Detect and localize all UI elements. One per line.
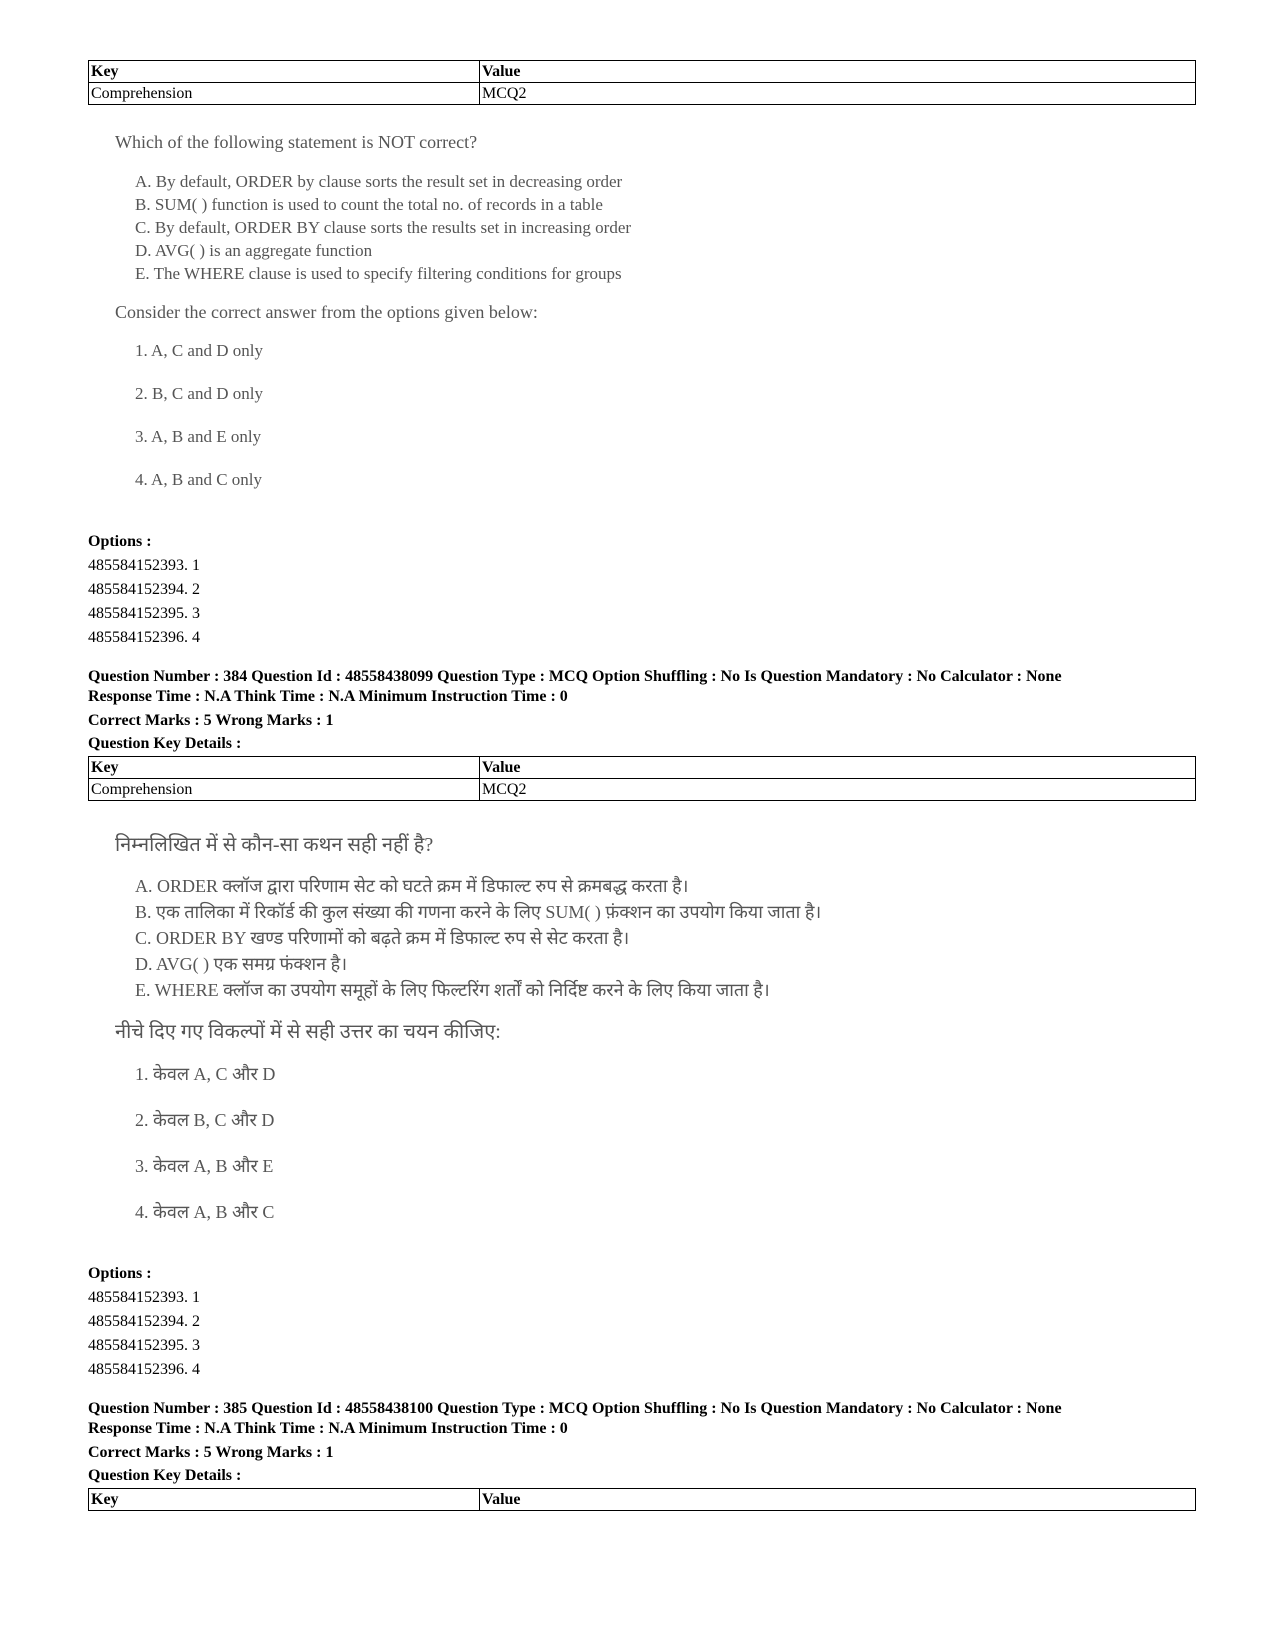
answer-item: 2. B, C and D only (135, 384, 263, 403)
answer-item: 4. A, B and C only (135, 470, 263, 489)
table-cell-key: Comprehension (89, 779, 480, 801)
answer-item: 1. केवल A, C और D (135, 1064, 276, 1084)
table-row (89, 83, 1196, 105)
option-item: 485584152395. 3 (88, 605, 200, 622)
question-key-table-383 (88, 60, 1196, 105)
question-meta-line: Question Number : 385 Question Id : 48558438100 Question Type : MCQ Option Shuffling : No Is Question Mandatory : No Calculator : None (88, 1400, 1062, 1417)
option-item: 485584152393. 1 (88, 1289, 200, 1306)
answer-list (115, 1062, 821, 1246)
question-meta-385 (88, 1399, 1198, 1486)
option-item: 485584152394. 2 (88, 581, 200, 598)
question-key-details-label: Question Key Details : (88, 1467, 242, 1484)
table-header-key: Key (89, 61, 480, 83)
statement-list (115, 170, 631, 285)
question-image-384 (115, 830, 821, 1246)
table-header-row (89, 1489, 1196, 1511)
statement-item: D. AVG( ) is an aggregate function (135, 241, 373, 260)
answer-item: 4. केवल A, B और C (135, 1202, 275, 1222)
question-stem: Which of the following statement is NOT correct? (115, 132, 478, 152)
table-header-value: Value (480, 757, 1196, 779)
statement-item: B. एक तालिका में रिकॉर्ड की कुल संख्या की गणना करने के लिए SUM( ) फ़ंक्शन का उपयोग किया जाता है। (135, 902, 822, 922)
question-key-table-385 (88, 1488, 1196, 1511)
question-instruction: Consider the correct answer from the options given below: (115, 302, 538, 322)
table-header-value: Value (480, 61, 1196, 83)
statement-item: E. The WHERE clause is used to specify filtering conditions for groups (135, 264, 622, 283)
table-header-key: Key (89, 1489, 480, 1511)
statement-item: B. SUM( ) function is used to count the total no. of records in a table (135, 195, 603, 214)
table-header-row (89, 757, 1196, 779)
question-meta-line: Response Time : N.A Think Time : N.A Minimum Instruction Time : 0 (88, 1420, 568, 1437)
question-key-table-384 (88, 756, 1196, 801)
question-meta-line: Response Time : N.A Think Time : N.A Minimum Instruction Time : 0 (88, 688, 568, 705)
option-item: 485584152394. 2 (88, 1313, 200, 1330)
statement-item: E. WHERE क्लॉज का उपयोग समूहों के लिए फिल्टरिंग शर्तों को निर्दिष्ट करने के लिए किया जाता है। (135, 980, 770, 1000)
answer-list (115, 341, 631, 513)
table-header-row (89, 61, 1196, 83)
statement-item: D. AVG( ) एक समग्र फंक्शन है। (135, 954, 348, 974)
options-label: Options : (88, 1265, 152, 1282)
table-header-key: Key (89, 757, 480, 779)
statement-item: A. By default, ORDER by clause sorts the result set in decreasing order (135, 172, 623, 191)
question-meta-line: Question Number : 384 Question Id : 48558438099 Question Type : MCQ Option Shuffling : No Is Question Mandatory : No Calculator : None (88, 668, 1062, 685)
statement-item: C. By default, ORDER BY clause sorts the results set in increasing order (135, 218, 632, 237)
question-meta-384 (88, 667, 1198, 754)
question-stem: निम्नलिखित में से कौन-सा कथन सही नहीं है? (115, 834, 434, 856)
table-cell-key: Comprehension (89, 83, 480, 105)
options-label: Options : (88, 533, 152, 550)
statement-item: A. ORDER क्लॉज द्वारा परिणाम सेट को घटते क्रम में डिफाल्ट रुप से क्रमबद्ध करता है। (135, 876, 689, 896)
table-cell-value: MCQ2 (480, 779, 1196, 801)
question-instruction: नीचे दिए गए विकल्पों में से सही उत्तर का चयन कीजिए: (115, 1021, 501, 1043)
option-item: 485584152393. 1 (88, 557, 200, 574)
option-item: 485584152395. 3 (88, 1337, 200, 1354)
option-item: 485584152396. 4 (88, 1361, 200, 1378)
table-row (89, 779, 1196, 801)
statement-item: C. ORDER BY खण्ड परिणामों को बढ़ते क्रम में डिफाल्ट रुप से सेट करता है। (135, 928, 630, 948)
table-cell-value: MCQ2 (480, 83, 1196, 105)
option-item: 485584152396. 4 (88, 629, 200, 646)
question-key-details-label: Question Key Details : (88, 735, 242, 752)
answer-item: 2. केवल B, C और D (135, 1110, 275, 1130)
options-block-383 (88, 530, 200, 650)
options-block-384 (88, 1262, 200, 1382)
question-marks: Correct Marks : 5 Wrong Marks : 1 (88, 1444, 334, 1461)
answer-item: 3. A, B and E only (135, 427, 262, 446)
answer-item: 1. A, C and D only (135, 341, 263, 360)
question-image-383 (115, 132, 631, 513)
statement-list (115, 873, 821, 1003)
question-marks: Correct Marks : 5 Wrong Marks : 1 (88, 712, 334, 729)
answer-item: 3. केवल A, B और E (135, 1156, 274, 1176)
table-header-value: Value (480, 1489, 1196, 1511)
